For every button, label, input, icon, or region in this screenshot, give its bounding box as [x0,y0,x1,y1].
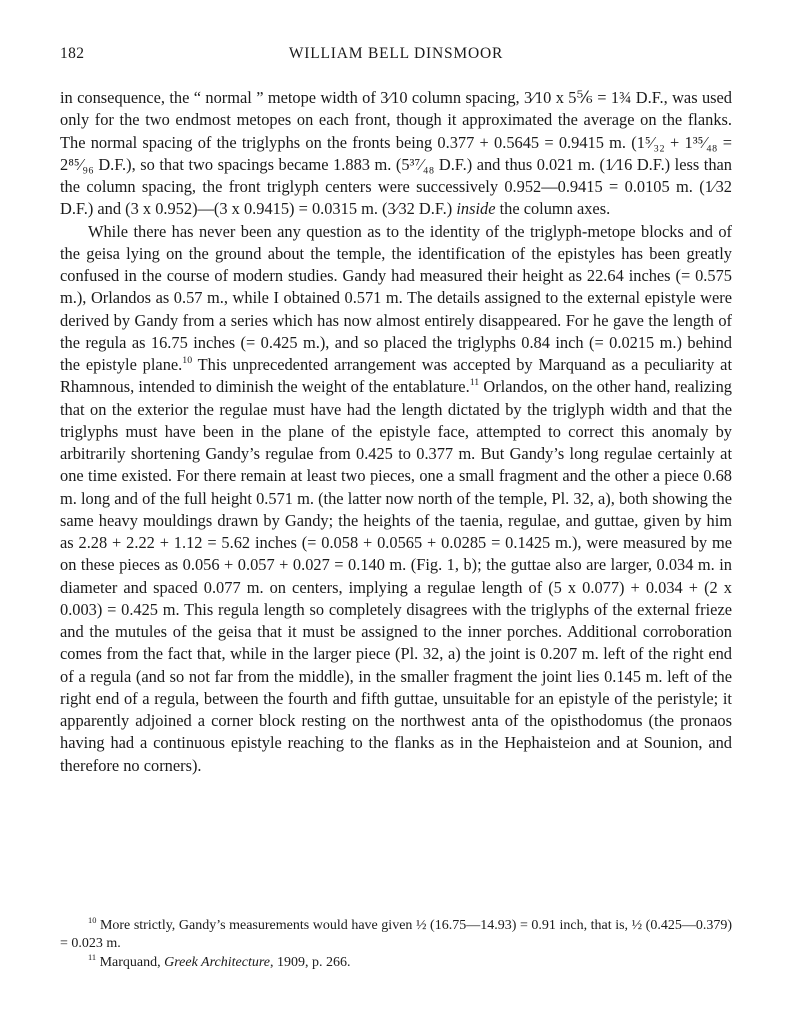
footnote-10-text: More strictly, Gandy’s measurements would have given ½ (16.75—14.93) = 0.91 inch, that is, ½ (0.425—0.379) = 0.023 m. [60,918,732,952]
paragraph-2 [60,221,732,777]
footnote-ref-11[interactable]: 11 [469,377,480,389]
paragraph-1-end: the column axes. [495,199,611,219]
page-number: 182 [60,45,85,62]
body-text [60,87,732,777]
footnote-11 [60,954,732,972]
footnote-11-book-title: Greek Architecture [164,954,270,970]
footnote-11-number: 11 [88,952,97,962]
footnote-11-post: , 1909, p. 266. [270,954,351,970]
paragraph-1 [60,87,732,221]
paragraph-2-text-c: Orlandos, on the other hand, realizing that on the exterior the regulae must have had the length dictated by the triglyph width and that the triglyphs must have been in the plane of the epistyle face, attempted to correct this anomaly by arbitrarily shortening Gandy’s regulae from 0.425 to 0.377 m. But Gandy’s long regulae certainly at one time existed. For there remain at least two pieces, one a small fragment and the other a piece 0.68 m. long and of the full height 0.571 m. (the latter now north of the temple, Pl. 32, a), both showing the same heavy mouldings drawn by Gandy; the heights of the taenia, regulae, and guttae, given by him as 2.28 + 2.22 + 1.12 = 5.62 inches (= 0.058 + 0.0565 + 0.0285 = 0.1425 m.), were measured by me on these pieces as 0.056 + 0.057 + 0.027 = 0.140 m. (Fig. 1, b); the guttae also are larger, 0.034 m. in diameter and spaced 0.077 m. on centers, implying a regulae length of (5 x 0.077) + 0.034 + (2 x 0.003) = 0.425 m. This regula length so completely disagrees with the triglyphs of the external frieze and the mutules of the geisa that it must be assigned to the inner porches. Additional corroboration comes from the fact that, while in the larger piece (Pl. 32, a) the joint is 0.207 m. left of the right end of a regula (and so not far from the middle), in the smaller fragment the joint lies 0.145 m. left of the right end of a regula, between the fourth and fifth guttae, unsuitable for an epistyle of the peristyle; it apparently adjoined a corner block resting on the northwest anta of the opisthodomus (the pronaos having had a continuous epistyle reaching to the flanks as in the Hephaisteion and at Sounion, and therefore no corners). [60,377,732,775]
paragraph-2-text-b: This unprecedented arrangement was accepted by Marquand as a peculiarity at Rhamnous, intended to diminish the weight of the entablature. [60,355,733,397]
emphasis-inside: inside [456,199,496,219]
page-header [60,45,732,69]
footnote-ref-10[interactable]: 10 [182,355,193,367]
footnotes [60,917,732,972]
footnote-11-pre: Marquand, [96,954,165,970]
footnote-10 [60,917,732,954]
running-head: WILLIAM BELL DINSMOOR [288,45,504,62]
paragraph-2-text-a: While there has never been any question as to the identity of the triglyph-metope blocks and of the geisa lying on the ground about the temple, the identification of the epistyles has been greatly confused in the course of modern studies. Gandy had measured their height as 22.64 inches (= 0.575 m.), Orlandos as 0.57 m., while I obtained 0.571 m. The details assigned to the external epistyle were derived by Gandy from a series which has now almost entirely disappeared. For he gave the length of the regula as 16.75 inches (= 0.425 m.), and so placed the triglyphs 0.84 inch (= 0.0215 m.) behind the epistyle plane. [60,221,732,374]
footnote-10-number: 10 [88,916,97,926]
paragraph-1-text: in consequence, the “ normal ” metope width of 3⁄10 column spacing, 3⁄10 x 5⅚ = 1¾ D.F., was used only for the two endmost metopes on each front, though it approximated the average on the flanks. The normal spacing of the triglyphs on the fronts being 0.377 + 0.5645 = 0.9415 m. (1⁵⁄₃₂ + 1³⁵⁄₄₈ = 2⁸⁵⁄₉₆ D.F.), so that two spacings became 1.883 m. (5³⁷⁄₄₈ D.F.) and thus 0.021 m. (1⁄16 D.F.) less than the column spacing, the front triglyph centers were successively 0.952—0.9415 = 0.0105 m. (1⁄32 D.F.) and (3 x 0.952)—(3 x 0.9415) = 0.0315 m. (3⁄32 D.F.) [60,88,732,219]
